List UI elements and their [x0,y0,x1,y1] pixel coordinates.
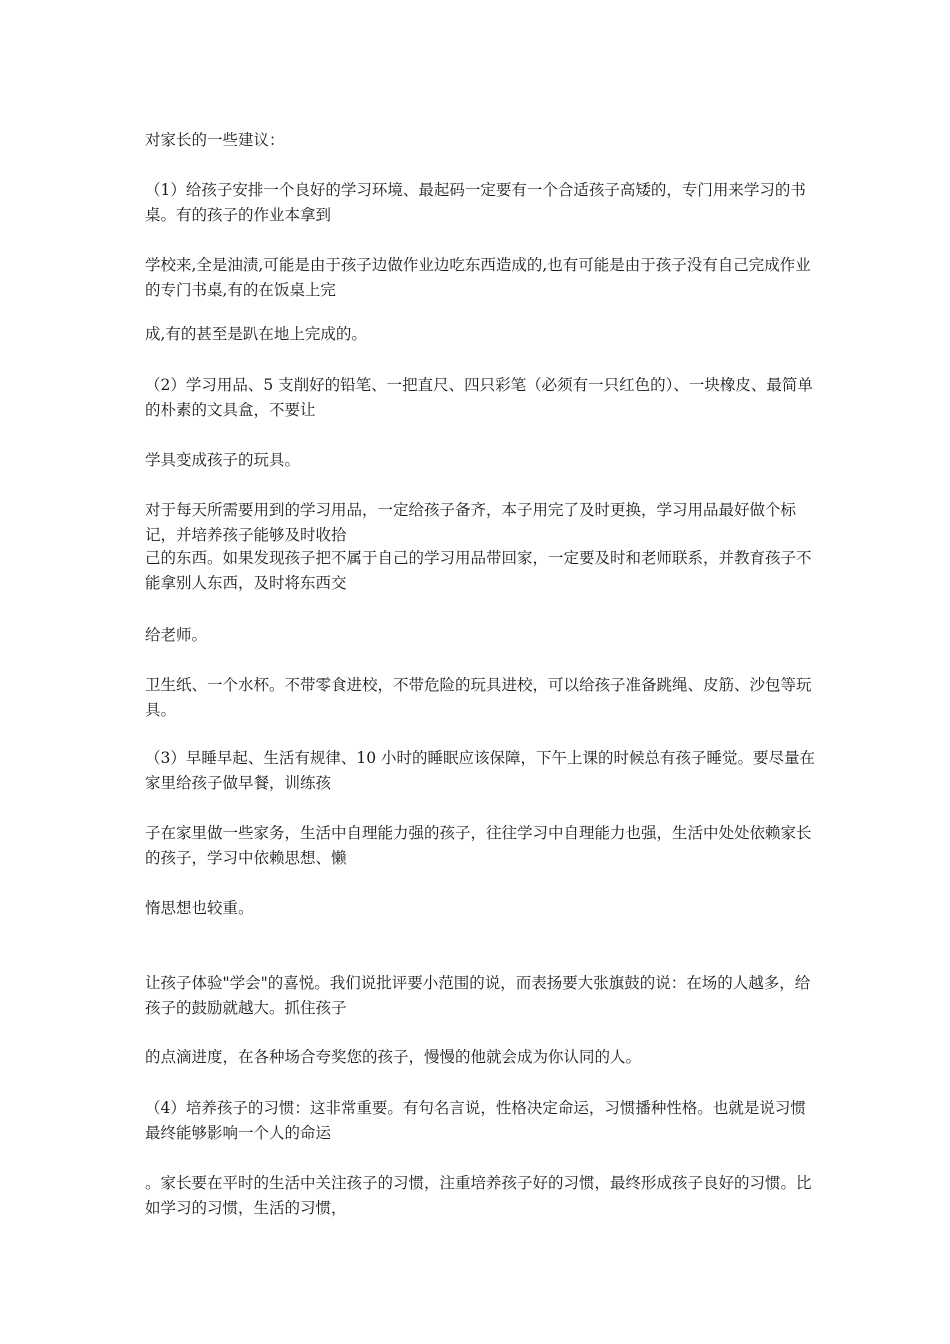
paragraph: 成,有的甚至是趴在地上完成的。 [145,325,367,343]
paragraph: 让孩子体验"学会"的喜悦。我们说批评要小范围的说，而表扬要大张旗鼓的说：在场的人越多，给孩子的鼓励就越大。抓住孩子 [145,974,811,1017]
paragraph: 子在家里做一些家务，生活中自理能力强的孩子，往往学习中自理能力也强，生活中处处依赖家长的孩子，学习中依赖思想、懒 [145,824,812,867]
paragraph: 对于每天所需要用到的学习用品，一定给孩子备齐，本子用完了及时更换，学习用品最好做个标记，并培养孩子能够及时收拾 [145,501,797,544]
paragraph: 卫生纸、一个水杯。不带零食进校，不带危险的玩具进校，可以给孩子准备跳绳、皮筋、沙包等玩具。 [145,676,812,719]
paragraph: 的点滴进度，在各种场合夸奖您的孩子，慢慢的他就会成为你认同的人。 [145,1048,642,1066]
paragraph: 惰思想也较重。 [145,899,254,917]
paragraph: （1）给孩子安排一个良好的学习环境、最起码一定要有一个合适孩子高矮的，专门用来学习的书桌。有的孩子的作业本拿到 [145,181,806,224]
paragraph: （4）培养孩子的习惯：这非常重要。有句名言说，性格决定命运，习惯播种性格。也就是说习惯最终能够影响一个人的命运 [145,1099,806,1142]
paragraph: 给老师。 [145,626,208,644]
paragraph: 。家长要在平时的生活中关注孩子的习惯，注重培养孩子好的习惯，最终形成孩子良好的习惯。比如学习的习惯，生活的习惯， [145,1174,812,1217]
paragraph: 学具变成孩子的玩具。 [145,451,301,469]
paragraph: 学校来,全是油渍,可能是由于孩子边做作业边吃东西造成的,也有可能是由于孩子没有自己完成作业的专门书桌,有的在饭桌上完 [145,256,811,299]
document-heading: 对家长的一些建议： [145,131,285,149]
paragraph: （2）学习用品、5 支削好的铅笔、一把直尺、四只彩笔（必须有一只红色的）、一块橡皮、最简单的朴素的文具盒，不要让 [145,376,813,419]
paragraph: （3）早睡早起、生活有规律、10 小时的睡眠应该保障，下午上课的时候总有孩子睡觉。要尽量在家里给孩子做早餐，训练孩 [145,749,816,792]
paragraph: 己的东西。如果发现孩子把不属于自己的学习用品带回家，一定要及时和老师联系，并教育孩子不能拿别人东西，及时将东西交 [145,549,812,592]
